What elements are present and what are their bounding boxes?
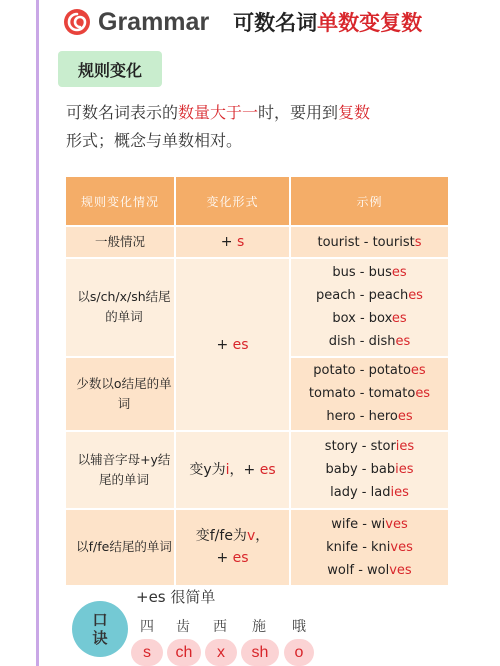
example-suffix: s [414, 234, 422, 250]
case-cell: 以s/ch/x/sh结尾的单词 [65, 258, 175, 357]
column-header: 变化形式 [175, 176, 290, 226]
example-item [291, 382, 448, 405]
form-suffix: es [232, 336, 249, 353]
intro-highlight-2: 复数 [338, 103, 371, 122]
case-cell: 以辅音字母+y结尾的单词 [65, 431, 175, 508]
example-suffix: ies [395, 462, 414, 478]
mnemonic-badge [72, 601, 128, 657]
swirl-logo-icon [62, 7, 92, 37]
example-base: wife - wi [331, 516, 386, 532]
mnemonic-label-bottom: 诀 [92, 629, 108, 647]
mnemonic-label-top: 口 [92, 611, 108, 629]
example-cell [290, 357, 449, 431]
example-item [291, 330, 448, 353]
example-base: peach - peach [316, 288, 409, 304]
example-base: hero - hero [326, 409, 398, 425]
form-cell [175, 258, 290, 431]
example-item [291, 513, 448, 536]
rhyme-pill: ch [167, 639, 201, 666]
table-row [65, 509, 449, 586]
form-letter: i [225, 461, 230, 478]
example-item [291, 405, 448, 428]
left-border-line [36, 0, 39, 666]
form-suffix: es [259, 461, 276, 478]
intro-part-2: 时，要用到 [258, 103, 339, 122]
title-part-2: 单数变复数 [317, 11, 423, 35]
example-item [291, 481, 448, 504]
table-row [65, 431, 449, 508]
example-suffix: ves [385, 516, 408, 532]
example-suffix: es [397, 409, 413, 425]
example-suffix: ies [395, 439, 415, 455]
case-cell: 以f/fe结尾的单词 [65, 509, 175, 586]
intro-part-3: 形式；概念与单数相对。 [66, 131, 243, 150]
form-text-line2: + [216, 550, 233, 567]
example-base: baby - bab [325, 462, 396, 478]
rhyme-char: 齿 [176, 619, 190, 635]
example-item [291, 284, 448, 307]
example-cell [290, 258, 449, 357]
example-cell [290, 431, 449, 508]
example-item [291, 261, 448, 284]
header [62, 4, 422, 40]
case-cell: 一般情况 [65, 226, 175, 258]
example-item [291, 359, 448, 382]
rhyme-char: 哦 [292, 619, 306, 635]
form-cell [175, 431, 290, 508]
table-row [65, 226, 449, 258]
example-cell [290, 509, 449, 586]
example-base: box - box [332, 311, 392, 327]
form-text: + [220, 234, 237, 251]
example-item [291, 559, 448, 582]
title-part-1: 可数名词 [233, 11, 318, 35]
rhyme-pill: sh [241, 639, 279, 666]
example-base: dish - dish [328, 334, 396, 350]
rules-table [64, 175, 450, 587]
case-cell: 少数以o结尾的单词 [65, 357, 175, 431]
intro-part-1: 可数名词表示的 [66, 103, 179, 122]
rhyme-char: 四 [140, 619, 154, 635]
example-suffix: es [410, 363, 426, 379]
example-suffix: es [391, 311, 407, 327]
rhyme-title: +es 很简单 [136, 588, 216, 606]
example-item [291, 435, 448, 458]
rhyme-char: 西 [213, 619, 227, 635]
form-text: 变f/fe为 [195, 528, 247, 545]
example-base: story - stor [324, 439, 396, 455]
example-base: potato - potato [313, 363, 411, 379]
example-base: tourist - tourist [317, 234, 415, 250]
form-text: 变y为 [189, 461, 226, 478]
rhyme-pill: o [284, 639, 314, 666]
table-header-row [65, 176, 449, 226]
section-tag: 规则变化 [58, 51, 162, 87]
example-suffix: es [391, 265, 407, 281]
form-suffix: s [236, 234, 245, 251]
example-base: tomato - tomato [308, 386, 416, 402]
form-letter: v [246, 528, 256, 545]
form-text: + [216, 336, 233, 353]
example-cell [290, 226, 449, 258]
form-text-mid: ，+ [229, 461, 260, 478]
rhyme-pill: s [131, 639, 163, 666]
example-suffix: es [408, 288, 423, 304]
example-item [291, 307, 448, 330]
form-suffix: es [232, 550, 249, 567]
form-cell [175, 226, 290, 258]
example-item [291, 458, 448, 481]
example-item [291, 231, 448, 254]
example-suffix: es [415, 386, 431, 402]
form-cell [175, 509, 290, 586]
example-base: lady - lad [330, 485, 391, 501]
column-header: 规则变化情况 [65, 176, 175, 226]
brand-name: Grammar [98, 7, 210, 36]
example-suffix: es [395, 334, 411, 350]
example-base: wolf - wol [327, 562, 390, 578]
rhyme-char: 施 [252, 619, 266, 635]
example-suffix: ves [389, 562, 412, 578]
intro-highlight-1: 数量大于一 [178, 103, 259, 122]
form-text-mid: ， [255, 528, 270, 545]
example-suffix: ves [390, 539, 413, 555]
example-base: knife - kni [326, 539, 391, 555]
intro-text [66, 99, 466, 155]
example-suffix: ies [390, 485, 409, 501]
example-item [291, 536, 448, 559]
rhyme-pill: x [205, 639, 237, 666]
column-header: 示例 [290, 176, 449, 226]
example-base: bus - bus [332, 265, 392, 281]
table-row [65, 258, 449, 357]
